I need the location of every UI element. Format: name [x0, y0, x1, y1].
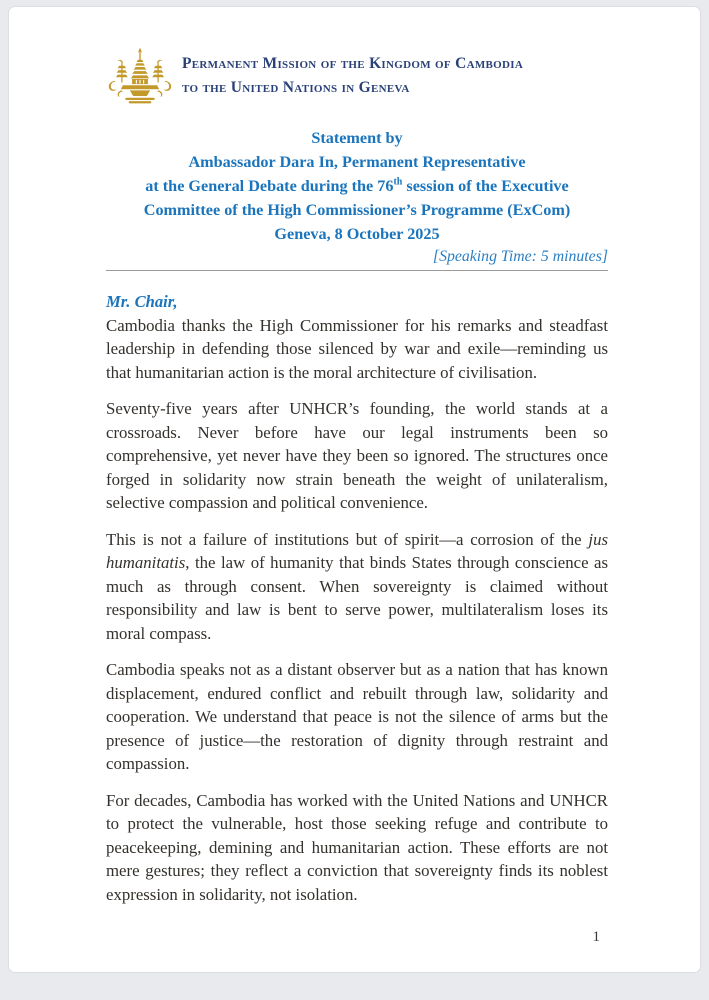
mission-name-line2: to the United Nations in Geneva — [182, 79, 410, 96]
mission-name-line1: Permanent Mission of the Kingdom of Cambodia — [182, 55, 524, 72]
paragraph-4: Cambodia speaks not as a distant observer but as a nation that has known displacement, endured conflict and rebuilt through law, solidarity and cooperation. We understand that peace is not the silence of arms but the presence of justice—the restoration of dignity through restraint and compassion. — [106, 660, 608, 773]
statement-title — [106, 126, 608, 246]
paragraph-1: Cambodia thanks the High Commissioner for his remarks and steadfast leadership in defending those silenced by war and exile—reminding us that humanitarian action is the moral architecture of civilisation. — [106, 315, 608, 382]
letterhead — [106, 40, 608, 113]
title-line-statement-by: Statement by — [311, 129, 403, 147]
page-content — [9, 7, 700, 906]
title-line-ambassador: Ambassador Dara In, Permanent Representative — [188, 153, 526, 171]
cambodia-royal-arms-icon — [106, 45, 174, 113]
paragraph-3: This is not a failure of institutions but of spirit—a corrosion of the jus humanitatis, the law of humanity that binds States through conscience as much as through consent. When sovereignty is claimed without responsibility and law is bent to serve power, multilateralism loses its moral compass. — [106, 529, 608, 643]
title-line-date-place: Geneva, 8 October 2025 — [274, 225, 440, 243]
header-divider — [106, 270, 608, 271]
speaking-time-note: [Speaking Time: 5 minutes] — [432, 248, 608, 265]
mission-name — [182, 52, 523, 100]
latin-term: jus humanitatis — [106, 529, 608, 572]
title-line-committee: Committee of the High Commissioner’s Programme (ExCom) — [143, 201, 571, 219]
title-line-session: at the General Debate during the 76th session of the Executive — [145, 176, 569, 195]
page-number: 1 — [592, 929, 600, 945]
paragraph-2: Seventy-five years after UNHCR’s founding, the world stands at a crossroads. Never before have our legal instruments been so comprehensive, yet never have they been so ignored. The structures once forged in solidarity now strain beneath the weight of unilateralism, selective compassion and political convenience. — [106, 399, 608, 512]
superscript-th: th — [393, 176, 403, 188]
paragraph-5: For decades, Cambodia has worked with the United Nations and UNHCR to protect the vulnerable, host those seeking refuge and contribute to peacekeeping, demining and humanitarian action. These efforts are not mere gestures; they reflect a conviction that sovereignty finds its noblest expression in solidarity, not isolation. — [106, 790, 608, 904]
document-page — [8, 6, 701, 973]
salutation: Mr. Chair, — [106, 292, 178, 311]
statement-body — [106, 314, 608, 907]
